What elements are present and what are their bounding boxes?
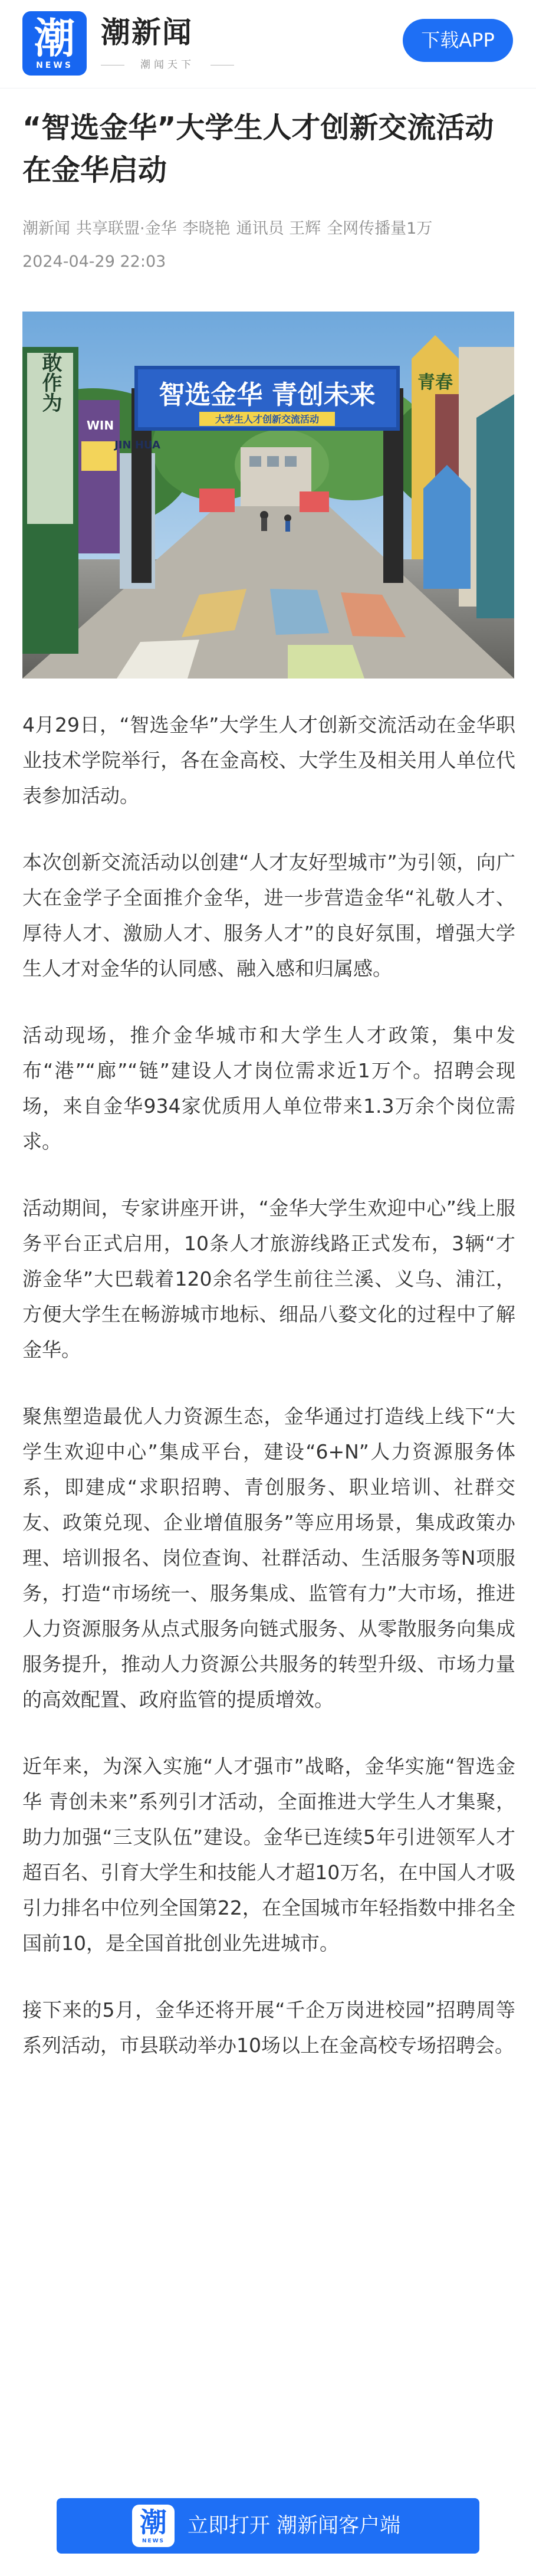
meta-source: 潮新闻 [22, 219, 70, 238]
right-sign-text: 青春 [417, 372, 453, 393]
download-app-button[interactable]: 下载APP [403, 19, 513, 62]
paragraph-5: 聚焦塑造最优人力资源生态，金华通过打造线上线下“大学生欢迎中心”集成平台，建设“6+N”人力资源服务体系，即建成“求职招聘、青创服务、职业培训、社群交友、政策兑现、企业增值服务”等应用场景，集成政策办理、培训报名、岗位查询、社群活动、生活服务等N项服务，打造“市场统一、服务集成、监管有力”大市场，推进人力资源服务从点式服务向链式服务、从零散服务向集成服务提升，推动人力资源公共服务的转型升级、市场力量的高效配置、政府监管的提质增效。 [22, 1405, 515, 1711]
brand-name: 潮新闻 [101, 15, 193, 50]
meta-spread-count: 全网传播量1万 [327, 219, 433, 238]
publish-time: 2024-04-29 22:03 [22, 253, 166, 271]
open-app-logo-icon [132, 2505, 175, 2547]
open-app-label: 立即打开 潮新闻客户端 [188, 2514, 401, 2538]
paragraph-6: 近年来，为深入实施“人才强市”战略，金华实施“智选金华 青创未来”系列引才活动，全面推进大学生人才集聚，助力加强“三支队伍”建设。金华已连续5年引进领军人才超百名、引育大学生和技能人才超10万名，在中国人才吸引力排名中位列全国第22，在全国城市年轻指数中排名全国前10，是全国首批创业先进城市。 [22, 1755, 515, 1955]
article-meta [22, 217, 518, 241]
brand-slogan [101, 58, 234, 72]
slogan-text: 潮闻天下 [140, 59, 195, 71]
app-logo-icon[interactable] [22, 11, 87, 76]
article-title: “智选金华”大学生人才创新交流活动在金华启动 [22, 111, 494, 187]
open-logo-char: 潮 [140, 2506, 167, 2538]
left-sign-text: JIN HUA [114, 439, 160, 451]
arch-banner-text: 智选金华 青创未来 [159, 380, 376, 410]
arch-sub-text: 大学生人才创新交流活动 [215, 414, 320, 425]
open-logo-news-text: NEWS [142, 2538, 165, 2544]
left-tag-text: WIN [86, 418, 114, 432]
paragraph-2: 本次创新交流活动以创建“人才友好型城市”为引领，向广大在金学子全面推介金华，进一步营造金华“礼敬人才、厚待人才、激励人才、服务人才”的良好氛围，增强大学生人才对金华的认同感、融入感和归属感。 [22, 851, 515, 980]
article-body [22, 707, 515, 2095]
article-photo[interactable] [22, 312, 514, 679]
left-banner-text: 敢作为 [38, 352, 62, 412]
meta-channel[interactable]: 共享联盟·金华 [76, 219, 177, 238]
meta-reporter: 李晓艳 [182, 219, 231, 238]
paragraph-1: 4月29日，“智选金华”大学生人才创新交流活动在金华职业技术学院举行，各在金高校、大学生及相关用人单位代表参加活动。 [22, 713, 515, 807]
logo-news-text: NEWS [36, 61, 73, 70]
meta-correspondent: 通讯员 王辉 [236, 219, 321, 238]
paragraph-7: 接下来的5月，金华还将开展“千企万岗进校园”招聘周等系列活动，市县联动举办10场以上在金高校专场招聘会。 [22, 1998, 515, 2057]
paragraph-3: 活动现场，推介金华城市和大学生人才政策，集中发布“港”“廊”“链”建设人才岗位需求近1万个。招聘会现场，来自金华934家优质用人单位带来1.3万余个岗位需求。 [22, 1024, 515, 1153]
open-app-button[interactable] [57, 2498, 479, 2554]
event-scene-illustration [22, 312, 514, 679]
logo-char: 潮 [34, 14, 75, 63]
top-header [0, 0, 536, 89]
paragraph-4: 活动期间，专家讲座开讲，“金华大学生欢迎中心”线上服务平台正式启用，10条人才旅游线路正式发布，3辆“才游金华”大巴载着120余名学生前往兰溪、义乌、浦江，方便大学生在畅游城市地标、细品八婺文化的过程中了解金华。 [22, 1197, 515, 1361]
